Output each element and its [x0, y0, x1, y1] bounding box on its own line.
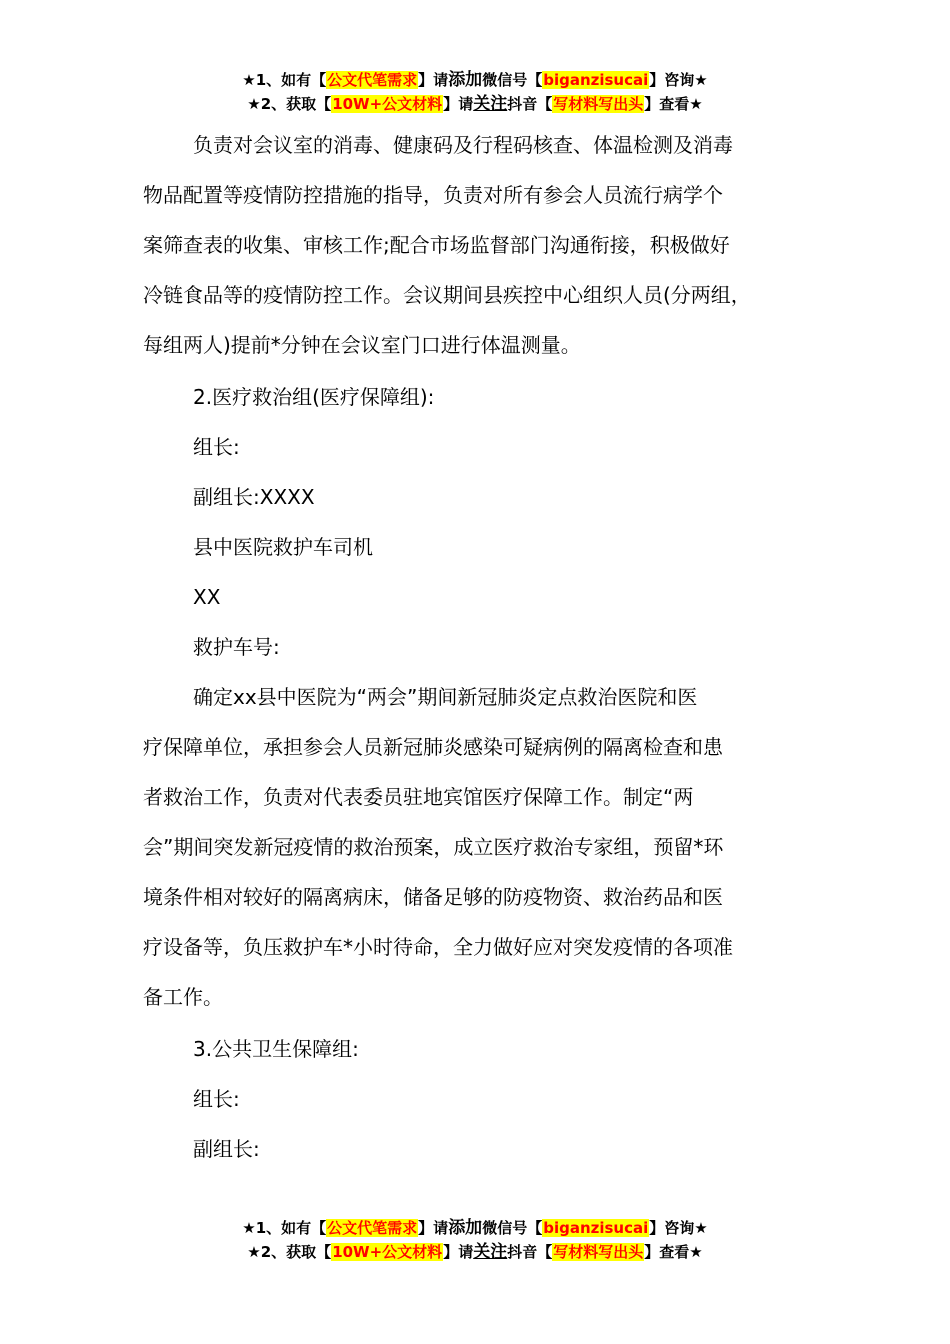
document-body — [143, 120, 833, 1174]
paragraph-line: 确定xx县中医院为“两会”期间新冠肺炎定点救治医院和医 — [193, 685, 698, 709]
footer-banner — [0, 1216, 950, 1264]
deputy-line: 副组长: — [193, 1137, 260, 1161]
banner-highlight-wechat-id: biganzisucai — [543, 1219, 649, 1237]
header-banner — [0, 68, 950, 116]
banner-line-2: ★2、获取【10W+公文材料】请关注抖音【写材料写出头】查看★ — [247, 94, 703, 114]
paragraph-line: 者救治工作，负责对代表委员驻地宾馆医疗保障工作。制定“两 — [143, 785, 694, 809]
banner-line-2: ★2、获取【10W+公文材料】请关注抖音【写材料写出头】查看★ — [247, 1242, 703, 1262]
paragraph-line: 案筛查表的收集、审核工作;配合市场监督部门沟通衔接，积极做好 — [143, 233, 730, 257]
banner-highlight-materials: 10W+公文材料 — [332, 95, 443, 113]
banner-highlight-douyin: 写材料写出头 — [553, 95, 644, 113]
banner-highlight-service: 公文代笔需求 — [327, 71, 418, 89]
banner-highlight-materials: 10W+公文材料 — [332, 1243, 443, 1261]
paragraph-line: 备工作。 — [143, 985, 223, 1009]
driver-line: 县中医院救护车司机 — [193, 535, 373, 559]
paragraph-line: 疗设备等，负压救护车*小时待命，全力做好应对突发疫情的各项准 — [143, 935, 733, 959]
paragraph-line: 物品配置等疫情防控措施的指导，负责对所有参会人员流行病学个 — [143, 183, 723, 207]
driver-name: XX — [193, 585, 221, 609]
leader-line: 组长: — [193, 1087, 240, 1111]
banner-line-1: ★1、如有【公文代笔需求】请添加微信号【biganzisucai】咨询★ — [242, 1218, 708, 1238]
paragraph-line: 境条件相对较好的隔离病床，储备足够的防疫物资、救治药品和医 — [143, 885, 723, 909]
ambulance-line: 救护车号: — [193, 635, 280, 659]
paragraph-line: 疗保障单位，承担参会人员新冠肺炎感染可疑病例的隔离检查和患 — [143, 735, 723, 759]
banner-line-1: ★1、如有【公文代笔需求】请添加微信号【biganzisucai】咨询★ — [242, 70, 708, 90]
section-heading: 2.医疗救治组(医疗保障组): — [193, 385, 435, 409]
paragraph-line: 每组两人)提前*分钟在会议室门口进行体温测量。 — [143, 333, 581, 357]
section-heading: 3.公共卫生保障组: — [193, 1037, 359, 1061]
banner-highlight-service: 公文代笔需求 — [327, 1219, 418, 1237]
leader-line: 组长: — [193, 435, 240, 459]
deputy-line: 副组长:XXXX — [193, 485, 315, 509]
banner-highlight-douyin: 写材料写出头 — [553, 1243, 644, 1261]
banner-highlight-wechat-id: biganzisucai — [543, 71, 649, 89]
paragraph-line: 冷链食品等的疫情防控工作。会议期间县疾控中心组织人员(分两组， — [143, 283, 751, 307]
paragraph-line: 会”期间突发新冠疫情的救治预案，成立医疗救治专家组，预留*环 — [143, 835, 724, 859]
paragraph-line: 负责对会议室的消毒、健康码及行程码核查、体温检测及消毒 — [193, 133, 733, 157]
